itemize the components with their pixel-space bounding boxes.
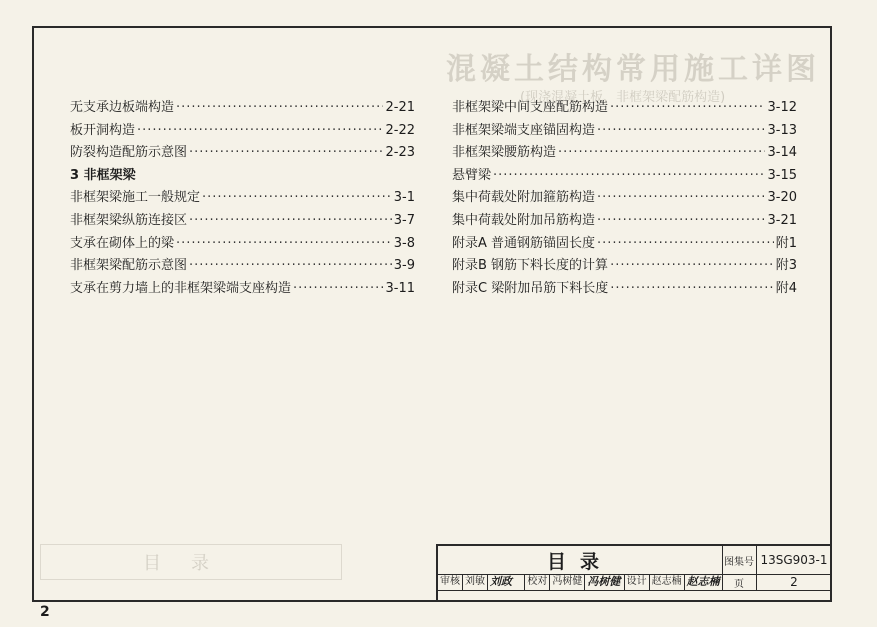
title-block-title: 目录 [438,546,723,575]
toc-entry-label: 集中荷载处附加箍筋构造 [452,190,596,206]
toc-entry-page: 附4 [775,280,797,296]
toc-entry-label: 集中荷载处附加吊筋构造 [452,212,596,228]
toc-entry[interactable] [70,120,415,143]
title-block [436,544,832,602]
toc-left-column [70,97,415,300]
toc-entry[interactable] [452,97,797,120]
toc-entry[interactable] [70,255,415,278]
toc-entry-page: 3-1 [393,190,415,206]
toc-entry-label: 防裂构造配筋示意图 [70,145,188,161]
signature-row [438,574,723,591]
toc-entry-label: 非框架梁施工一般规定 [70,190,201,206]
leader-dots [189,142,383,165]
toc-entry-label: 附录C 梁附加吊筋下料长度 [452,280,609,296]
ghost-subtitle: (现浇混凝土板、非框架梁配筋构造) [520,90,726,105]
leader-dots [597,187,765,210]
toc-entry-label: 支承在剪力墙上的非框架梁端支座构造 [70,280,292,296]
leader-dots [189,210,392,233]
page-label: 页 [722,574,757,591]
toc-entry-label: 板开洞构造 [70,122,136,138]
section-title: 非框架梁 [83,167,136,183]
reviewer-signature: 刘政 [488,574,525,590]
toc-entry[interactable] [452,278,797,301]
toc-entry-label: 无支承边板端构造 [70,100,175,115]
toc-entry[interactable] [70,142,415,165]
atlas-code: 13SG903-1 [756,546,832,575]
designer-name: 赵志楠 [650,574,685,590]
toc-entry-page: 2-21 [385,100,415,115]
toc-entry-label: 非框架梁端支座锚固构造 [452,122,596,138]
leader-dots [597,233,774,256]
toc-entry-page: 附3 [775,258,797,274]
toc-entry[interactable] [452,210,797,233]
leader-dots [176,233,392,256]
toc-entry[interactable] [452,233,797,256]
leader-dots [189,255,392,278]
page-number: 2 [40,604,50,620]
toc-entry-page: 3-8 [393,235,415,251]
toc-entry-page: 3-12 [767,100,797,115]
toc-entry-label: 附录B 钢筋下料长度的计算 [452,258,609,274]
toc-entry[interactable] [70,187,415,210]
toc-entry-page: 3-11 [385,280,415,296]
toc-entry-label: 非框架梁纵筋连接区 [70,212,188,228]
reviewer-name: 刘敏 [463,574,488,590]
atlas-label: 图集号 [722,546,757,575]
toc-entry[interactable] [452,187,797,210]
checker-signature: 冯树健 [585,574,624,590]
leader-dots [558,142,765,165]
leader-dots [610,255,774,278]
toc-entry[interactable] [452,120,797,143]
section-heading [70,165,415,188]
toc-entry-page: 3-21 [767,212,797,228]
leader-dots [597,120,765,143]
toc-entry-page: 3-9 [393,258,415,274]
toc-entry-page: 2-22 [385,122,415,138]
toc-entry[interactable] [70,278,415,301]
toc-entry-page: 附1 [775,235,797,251]
toc-entry-page: 3-13 [767,122,797,138]
toc-entry-label: 悬臂梁 [452,167,492,183]
toc-entry-page: 3-7 [393,212,415,228]
page-value: 2 [756,574,832,591]
toc-entry[interactable] [452,165,797,188]
design-label: 设计 [625,574,650,590]
ghost-title-block: 目录 [40,544,342,580]
toc-entry[interactable] [452,255,797,278]
toc-entry-label: 非框架梁腰筋构造 [452,145,557,161]
leader-dots [610,278,774,301]
toc-entry[interactable] [452,142,797,165]
toc-entry[interactable] [70,97,415,120]
leader-dots [293,278,383,301]
leader-dots [176,97,383,120]
leader-dots [137,120,383,143]
check-label: 校对 [525,574,550,590]
toc-entry[interactable] [70,233,415,256]
toc-entry-label: 非框架梁中间支座配筋构造 [452,100,609,115]
review-label: 审核 [438,574,463,590]
toc-entry[interactable] [70,210,415,233]
toc-entry-page: 3-15 [767,167,797,183]
leader-dots [610,97,765,120]
leader-dots [597,210,765,233]
toc-entry-label: 非框架梁配筋示意图 [70,258,188,274]
toc-entry-label: 支承在砌体上的梁 [70,235,175,251]
toc-entry-page: 2-23 [385,145,415,161]
toc-entry-page: 3-20 [767,190,797,206]
ghost-title: 混凝土结构常用施工详图 [446,52,820,87]
checker-name: 冯树健 [550,574,585,590]
leader-dots [202,187,392,210]
toc-entry-page: 3-14 [767,145,797,161]
toc-entry-label: 附录A 普通钢筋锚固长度 [452,235,596,251]
designer-signature: 赵志楠 [686,575,720,588]
leader-dots [493,165,765,188]
toc-right-column [452,97,797,300]
section-number: 3 [70,167,80,183]
